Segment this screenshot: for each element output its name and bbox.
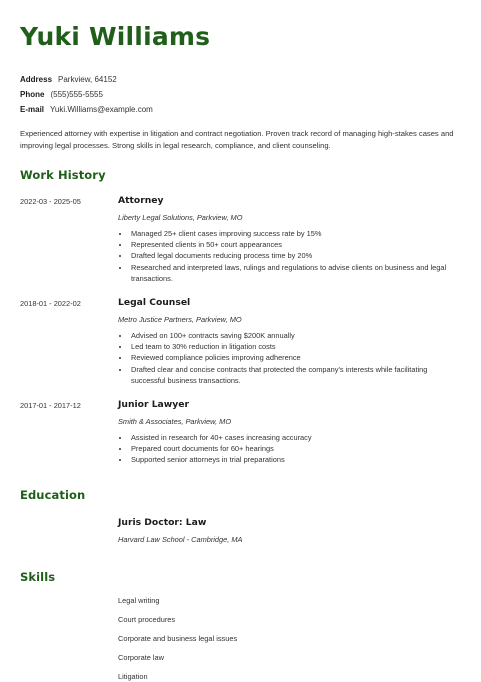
entry-body xyxy=(118,399,461,466)
entry-dates: 2017-01 - 2017-12 xyxy=(20,401,81,411)
work-history-heading: Work History xyxy=(20,168,106,182)
contact-email xyxy=(20,102,461,117)
entry-body xyxy=(118,195,461,284)
list-item: • Advised on 100+ contracts saving $200K annually xyxy=(130,330,461,341)
employer: Liberty Legal Solutions, Parkview, MO xyxy=(118,213,243,222)
skill-item: Court procedures xyxy=(118,614,176,624)
skills-heading: Skills xyxy=(20,569,56,584)
contact-value: Yuki.Williams@example.com xyxy=(50,105,153,114)
list-item: • Drafted clear and concise contracts that protected the company's interests while facilitating successful business transactions. xyxy=(130,364,461,386)
responsibilities-list xyxy=(118,228,461,284)
skill-item: Corporate and business legal issues xyxy=(118,633,238,643)
professional-summary: Experienced attorney with expertise in litigation and contract negotiation. Proven track record of managing high-stakes cases and improving legal processes. Strong skills in legal research, compliance, and client counseling. xyxy=(20,129,454,150)
skills-list xyxy=(20,595,461,682)
entry-dates-empty xyxy=(20,517,118,519)
job-title: Junior Lawyer xyxy=(118,399,189,411)
list-item: • Assisted in research for 40+ cases increasing accuracy xyxy=(130,432,461,443)
degree-title: Juris Doctor: Law xyxy=(118,516,207,528)
list-item: • Drafted legal documents reducing process time by 20% xyxy=(130,250,461,261)
responsibilities-list xyxy=(118,432,461,466)
list-item: • Managed 25+ client cases improving success rate by 15% xyxy=(130,228,461,239)
skill-item: Litigation xyxy=(118,671,148,681)
list-item: • Led team to 30% reduction in litigation costs xyxy=(130,341,461,352)
list-item: • Researched and interpreted laws, rulings and regulations to advise clients on business and legal transactions. xyxy=(130,262,461,284)
skill-item: Legal writing xyxy=(118,595,160,605)
contact-value: (555)555-5555 xyxy=(50,90,103,99)
work-entry xyxy=(20,195,461,284)
job-title: Attorney xyxy=(118,195,164,206)
entry-dates: 2018-01 - 2022-02 xyxy=(20,299,81,309)
entry-body xyxy=(118,517,461,545)
skill-item: Corporate law xyxy=(118,652,165,662)
work-entry xyxy=(20,399,461,466)
contact-label: Phone xyxy=(20,90,45,99)
education-entry xyxy=(20,517,461,545)
candidate-name: Yuki Williams xyxy=(20,22,211,51)
contact-value: Parkview, 64152 xyxy=(58,75,117,84)
list-item: • Prepared court documents for 60+ hearings xyxy=(130,443,461,454)
contact-phone xyxy=(20,87,461,102)
responsibilities-list xyxy=(118,330,461,386)
list-item: • Reviewed compliance policies improving adherence xyxy=(130,352,461,363)
school-name: Harvard Law School - Cambridge, MA xyxy=(118,534,243,544)
entry-dates: 2022-03 - 2025-05 xyxy=(20,197,81,206)
employer: Smith & Associates, Parkview, MO xyxy=(118,417,232,427)
education-heading: Education xyxy=(20,487,86,502)
entry-body xyxy=(118,297,461,386)
contact-block xyxy=(20,72,461,117)
contact-address xyxy=(20,72,461,87)
list-item: • Represented clients in 50+ court appearances xyxy=(130,239,461,250)
contact-label: E-mail xyxy=(20,105,45,114)
job-title: Legal Counsel xyxy=(118,297,191,309)
work-entry xyxy=(20,297,461,386)
list-item: • Supported senior attorneys in trial preparations xyxy=(130,454,461,465)
employer: Metro Justice Partners, Parkview, MO xyxy=(118,315,242,325)
contact-label: Address xyxy=(20,75,53,84)
